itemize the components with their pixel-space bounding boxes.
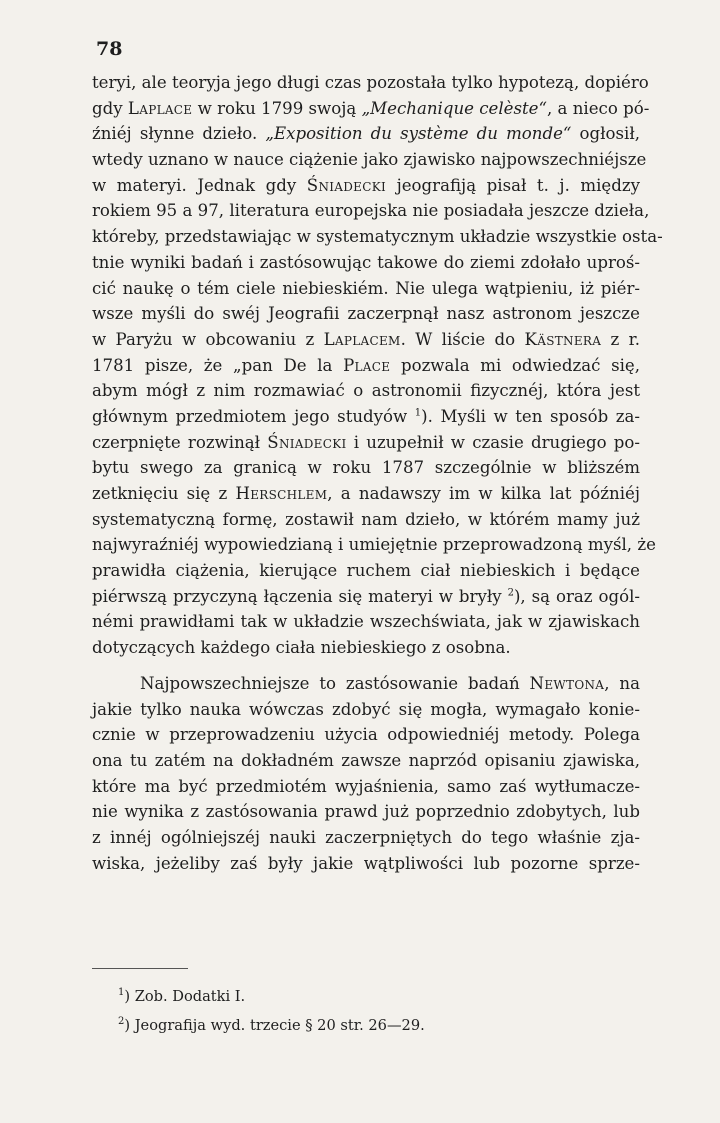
text-line: abym mógł z nim rozmawiać o astronomii fizycznéj, która jest <box>92 381 640 401</box>
text-line: cznie w przeprowadzeniu użycia odpowiedniéj metody. Polega <box>92 725 640 745</box>
proper-name: Place <box>343 355 391 375</box>
footnote-text: ) Jeografija wyd. trzecie § 20 str. 26—29. <box>124 1017 425 1034</box>
text-fragment: piérwszą przyczyną łączenia się materyi w bryły <box>92 586 508 606</box>
text-line: któreby, przedstawiając w systematycznym układzie wszystkie osta- <box>92 227 663 247</box>
proper-name: Śniadecki <box>306 175 387 195</box>
text-line <box>92 173 640 199</box>
text-line <box>92 481 640 507</box>
text-fragment: . W liście do <box>400 329 525 349</box>
book-title: „Mechanique celèste“ <box>361 98 547 118</box>
text-line <box>92 404 640 430</box>
text-line: prawidła ciążenia, kierujące ruchem ciał niebieskich i będące <box>92 561 640 581</box>
text-fragment: źniéj słynne dzieło. <box>92 124 266 144</box>
text-line <box>92 353 640 379</box>
body-text <box>92 70 663 876</box>
text-fragment: , a nieco pó- <box>547 98 650 118</box>
text-fragment: z r. <box>601 329 641 349</box>
text-fragment: czerpnięte rozwinął <box>92 432 268 452</box>
text-line <box>92 584 640 610</box>
text-fragment: i uzupełnił w czasie drugiego po- <box>346 432 640 452</box>
text-line: jakie tylko nauka wówczas zdobyć się mogła, wymagało konie- <box>92 699 640 719</box>
footnote-text: ) Zob. Dodatki I. <box>124 988 246 1005</box>
text-fragment: pozwala mi odwiedzać się, <box>390 355 640 375</box>
text-fragment: , a nadawszy im w kilka lat późniéj <box>327 484 640 503</box>
footnote-marker: 1 <box>118 987 125 999</box>
text-line: wsze myśli do swéj Jeografii zaczerpnął nasz astronom jeszcze <box>92 304 640 324</box>
text-line: wiska, jeżeliby zaś były jakie wątpliwości lub pozorne sprze- <box>92 853 640 873</box>
text-fragment: ). Myśli w ten sposób za- <box>421 406 640 426</box>
paragraph-2 <box>92 671 640 877</box>
proper-name: Newtona <box>529 673 605 693</box>
proper-name: Laplacem <box>323 329 401 349</box>
text-line: które ma być przedmiotém wyjaśnienia, samo zaś wytłumacze- <box>92 776 640 796</box>
text-fragment: , na <box>604 673 641 693</box>
text-fragment: jeografiją pisał t. j. między <box>386 175 640 195</box>
text-line: wtedy uznano w nauce ciążenie jako zjawisko najpowszechniéjsze <box>92 150 647 170</box>
text-line: z innéj ogólniejszéj nauki zaczerpniętych do tego właśnie zja- <box>92 827 640 847</box>
text-fragment: w Paryżu w obcowaniu z <box>92 329 324 349</box>
page-number: 78 <box>96 38 123 60</box>
text-line: nie wynika z zastósowania prawd już poprzednio zdobytych, lub <box>92 802 640 822</box>
text-line: systematyczną formę, zostawił nam dzieło, w którém mamy już <box>92 509 640 529</box>
footnote-marker: 2 <box>118 1016 125 1028</box>
proper-name: Herschlem <box>235 484 328 503</box>
text-fragment: 1781 pisze, że „pan De la <box>92 355 344 375</box>
paragraph-1 <box>92 70 663 661</box>
text-line <box>92 671 640 697</box>
text-fragment: głównym przedmiotem jego studyów <box>92 406 415 426</box>
proper-name: Laplace <box>127 98 193 118</box>
text-line: dotyczących każdego ciała niebieskiego z osobna. <box>92 638 511 658</box>
text-line <box>92 121 640 147</box>
text-line: bytu swego za granicą w roku 1787 szczególnie w bliższém <box>92 458 640 478</box>
text-line: rokiem 95 a 97, literatura europejska nie posiadała jeszcze dzieła, <box>92 201 650 221</box>
text-line: tnie wyniki badań i zastósowując takowe do ziemi zdołało uproś- <box>92 252 640 272</box>
text-line: ona tu zatém na dokładném zawsze naprzód opisaniu zjawiska, <box>92 750 640 770</box>
text-line <box>92 430 640 456</box>
text-line: cić naukę o tém ciele niebieskiém. Nie ulega wątpieniu, iż piér- <box>92 278 640 298</box>
proper-name: Kästnera <box>524 329 602 349</box>
footnote-ref: 1 <box>414 407 422 419</box>
footnote-1 <box>118 982 598 1011</box>
footnote-ref: 2 <box>507 587 514 599</box>
text-line <box>92 327 640 353</box>
text-fragment: w roku 1799 swoją <box>192 98 362 118</box>
footnotes <box>118 982 598 1040</box>
text-line: teryi, ale teoryja jego długi czas pozostała tylko hypotezą, dopiéro <box>92 73 649 92</box>
text-line: najwyraźniéj wypowiedzianą i umiejętnie przeprowadzoną myśl, że <box>92 535 656 555</box>
text-fragment: Najpowszechniejsze to zastósowanie badań <box>140 673 530 693</box>
proper-name: Śniadecki <box>267 432 347 452</box>
text-fragment: w materyi. Jednak gdy <box>92 175 307 195</box>
text-line: némi prawidłami tak w układzie wszechświata, jak w zjawiskach <box>92 612 640 632</box>
text-fragment: ogłosił, <box>571 124 640 144</box>
footnote-divider <box>92 968 188 969</box>
text-line <box>92 96 650 122</box>
text-fragment: ), są oraz ogól- <box>513 586 640 606</box>
text-fragment: gdy <box>92 98 128 118</box>
text-fragment: zetknięciu się z <box>92 484 236 503</box>
book-title: „Exposition du système du monde“ <box>265 124 572 144</box>
footnote-2 <box>118 1011 598 1040</box>
